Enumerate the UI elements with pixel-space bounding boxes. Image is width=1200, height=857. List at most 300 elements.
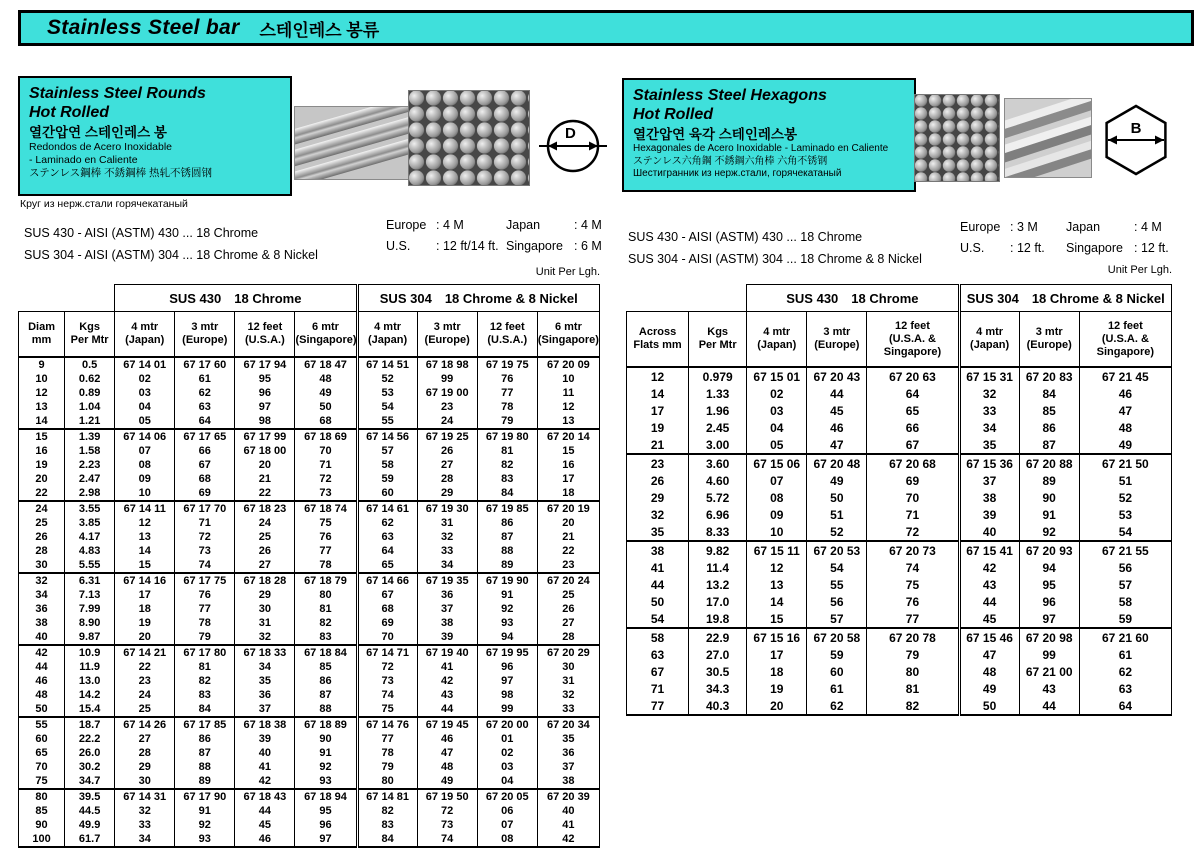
- table-cell: 66: [175, 444, 235, 458]
- column-header: 12 feet (U.S.A.): [235, 312, 295, 358]
- table-cell: 66: [867, 419, 959, 436]
- table-cell: 9.82: [689, 541, 747, 559]
- table-cell: 44: [1019, 697, 1079, 715]
- column-header: 3 mtr (Europe): [1019, 312, 1079, 368]
- table-row: [19, 760, 600, 774]
- table-cell: 74: [175, 558, 235, 573]
- table-cell: 48: [295, 372, 357, 386]
- table-cell: 52: [357, 372, 417, 386]
- table-cell: 55: [19, 717, 65, 732]
- table-cell: 40: [537, 804, 599, 818]
- table-cell: 08: [747, 489, 807, 506]
- length-row: Singapore : 6 M: [506, 239, 602, 253]
- table-cell: 4.83: [65, 544, 115, 558]
- table-cell: 97: [477, 674, 537, 688]
- table-cell: 67 20 53: [807, 541, 867, 559]
- column-header: 4 mtr (Japan): [959, 312, 1019, 368]
- table-cell: 45: [235, 818, 295, 832]
- table-row: [627, 385, 1172, 402]
- table-cell: 22.9: [689, 628, 747, 646]
- table-cell: 41: [627, 559, 689, 576]
- hexagons-table: [626, 284, 1172, 716]
- table-cell: 5.55: [65, 558, 115, 573]
- table-cell: 67 20 88: [1019, 454, 1079, 472]
- table-cell: 67 15 06: [747, 454, 807, 472]
- table-cell: 75: [357, 702, 417, 717]
- table-cell: 25: [19, 516, 65, 530]
- table-cell: 42: [235, 774, 295, 789]
- table-cell: 82: [357, 804, 417, 818]
- table-cell: 18.7: [65, 717, 115, 732]
- table-cell: 05: [115, 414, 175, 429]
- table-cell: 81: [295, 602, 357, 616]
- table-cell: 89: [175, 774, 235, 789]
- table-cell: 37: [537, 760, 599, 774]
- table-cell: 67: [627, 663, 689, 680]
- rounds-unit-note: Unit Per Lgh.: [535, 266, 600, 278]
- column-header: 6 mtr (Singapore): [295, 312, 357, 358]
- diameter-label: D: [565, 125, 576, 142]
- table-cell: 67 20 09: [537, 357, 599, 372]
- table-cell: 72: [357, 660, 417, 674]
- table-cell: 81: [175, 660, 235, 674]
- diameter-diagram: [536, 110, 610, 180]
- table-cell: 83: [295, 630, 357, 645]
- table-row: [19, 702, 600, 717]
- table-cell: 29: [235, 588, 295, 602]
- table-cell: 62: [1079, 663, 1171, 680]
- table-cell: 27: [417, 458, 477, 472]
- table-cell: 72: [867, 523, 959, 541]
- table-cell: 67 18 69: [295, 429, 357, 444]
- table-cell: 28: [19, 544, 65, 558]
- table-cell: 47: [959, 646, 1019, 663]
- table-cell: 30: [537, 660, 599, 674]
- table-cell: 67 19 45: [417, 717, 477, 732]
- table-cell: 90: [1019, 489, 1079, 506]
- table-cell: 32: [115, 804, 175, 818]
- table-cell: 2.98: [65, 486, 115, 501]
- table-corner-blank: [19, 285, 115, 312]
- table-cell: 74: [867, 559, 959, 576]
- table-cell: 67 17 85: [175, 717, 235, 732]
- table-cell: 70: [295, 444, 357, 458]
- table-cell: 71: [295, 458, 357, 472]
- table-cell: 67 17 70: [175, 501, 235, 516]
- table-cell: 32: [417, 530, 477, 544]
- table-cell: 24: [235, 516, 295, 530]
- table-cell: 28: [115, 746, 175, 760]
- table-row: [627, 506, 1172, 523]
- table-cell: 30.5: [689, 663, 747, 680]
- table-cell: 95: [295, 804, 357, 818]
- table-cell: 60: [807, 663, 867, 680]
- table-cell: 33: [417, 544, 477, 558]
- table-cell: 67 18 00: [235, 444, 295, 458]
- table-cell: 1.21: [65, 414, 115, 429]
- table-cell: 58: [357, 458, 417, 472]
- table-cell: 87: [295, 688, 357, 702]
- table-cell: 93: [175, 832, 235, 847]
- table-cell: 99: [417, 372, 477, 386]
- table-cell: 73: [417, 818, 477, 832]
- table-cell: 04: [747, 419, 807, 436]
- table-cell: 22: [19, 486, 65, 501]
- table-cell: 22: [537, 544, 599, 558]
- table-cell: 72: [417, 804, 477, 818]
- table-cell: 83: [477, 472, 537, 486]
- table-cell: 29: [417, 486, 477, 501]
- rounds-title-russian: Круг из нерж.стали горячекатаный: [20, 198, 188, 210]
- table-cell: 46: [417, 732, 477, 746]
- table-cell: 35: [537, 732, 599, 746]
- table-cell: 68: [295, 414, 357, 429]
- table-cell: 54: [1079, 523, 1171, 541]
- table-cell: 26: [537, 602, 599, 616]
- table-cell: 67 19 80: [477, 429, 537, 444]
- rounds-title-spanish-2: - Laminado en Caliente: [29, 154, 138, 166]
- table-cell: 67 21 55: [1079, 541, 1171, 559]
- table-cell: 44.5: [65, 804, 115, 818]
- table-cell: 67 17 65: [175, 429, 235, 444]
- table-cell: 67 18 47: [295, 357, 357, 372]
- rounds-length-col-2: [506, 218, 602, 260]
- table-cell: 71: [867, 506, 959, 523]
- column-header: 12 feet (U.S.A. & Singapore): [867, 312, 959, 368]
- table-cell: 61: [175, 372, 235, 386]
- table-cell: 47: [417, 746, 477, 760]
- table-row: [19, 732, 600, 746]
- table-cell: 21: [537, 530, 599, 544]
- table-cell: 56: [1079, 559, 1171, 576]
- table-cell: 67 20 24: [537, 573, 599, 588]
- table-cell: 32: [235, 630, 295, 645]
- table-cell: 38: [19, 616, 65, 630]
- table-cell: 67 17 75: [175, 573, 235, 588]
- table-cell: 54: [357, 400, 417, 414]
- table-cell: 27: [115, 732, 175, 746]
- table-row: [627, 436, 1172, 454]
- table-cell: 26.0: [65, 746, 115, 760]
- table-cell: 36: [537, 746, 599, 760]
- table-cell: 30: [115, 774, 175, 789]
- length-row: Japan : 4 M: [506, 218, 602, 232]
- table-cell: 58: [627, 628, 689, 646]
- table-cell: 31: [235, 616, 295, 630]
- table-cell: 88: [175, 760, 235, 774]
- table-cell: 57: [807, 610, 867, 628]
- table-cell: 67 20 39: [537, 789, 599, 804]
- column-header: Diam mm: [19, 312, 65, 358]
- table-cell: 50: [19, 702, 65, 717]
- table-cell: 26: [235, 544, 295, 558]
- table-cell: 34.3: [689, 680, 747, 697]
- table-cell: 27: [537, 616, 599, 630]
- table-cell: 29: [627, 489, 689, 506]
- table-cell: 55: [357, 414, 417, 429]
- table-cell: 37: [959, 472, 1019, 489]
- table-cell: 75: [295, 516, 357, 530]
- table-cell: 15: [747, 610, 807, 628]
- table-cell: 63: [175, 400, 235, 414]
- table-cell: 85: [19, 804, 65, 818]
- table-cell: 38: [537, 774, 599, 789]
- table-cell: 67 20 78: [867, 628, 959, 646]
- table-cell: 55: [807, 576, 867, 593]
- table-cell: 28: [537, 630, 599, 645]
- table-cell: 19: [747, 680, 807, 697]
- table-cell: 70: [19, 760, 65, 774]
- rounds-spec-430: SUS 430 - AISI (ASTM) 430 ... 18 Chrome: [24, 226, 259, 240]
- hexagons-title: Stainless Steel Hexagons: [633, 87, 827, 104]
- table-cell: 12: [747, 559, 807, 576]
- table-cell: 1.04: [65, 400, 115, 414]
- table-cell: 67 19 95: [477, 645, 537, 660]
- table-cell: 91: [1019, 506, 1079, 523]
- grade-header: SUS 430 18 Chrome: [115, 285, 357, 312]
- table-cell: 05: [747, 436, 807, 454]
- table-cell: 67 15 16: [747, 628, 807, 646]
- table-cell: 09: [115, 472, 175, 486]
- table-cell: 22.2: [65, 732, 115, 746]
- table-cell: 74: [417, 832, 477, 847]
- table-cell: 37: [417, 602, 477, 616]
- table-cell: 07: [115, 444, 175, 458]
- table-cell: 84: [1019, 385, 1079, 402]
- table-cell: 34.7: [65, 774, 115, 789]
- table-cell: 67 14 56: [357, 429, 417, 444]
- length-label: Japan: [506, 218, 541, 232]
- table-cell: 16: [19, 444, 65, 458]
- table-cell: 41: [235, 760, 295, 774]
- table-cell: 03: [747, 402, 807, 419]
- table-cell: 76: [867, 593, 959, 610]
- table-cell: 86: [1019, 419, 1079, 436]
- table-cell: 45: [959, 610, 1019, 628]
- table-cell: 18: [747, 663, 807, 680]
- table-row: [19, 789, 600, 804]
- table-cell: 19: [19, 458, 65, 472]
- table-cell: 50: [807, 489, 867, 506]
- table-cell: 41: [417, 660, 477, 674]
- table-cell: 35: [959, 436, 1019, 454]
- table-cell: 42: [19, 645, 65, 660]
- table-cell: 67 20 43: [807, 367, 867, 385]
- table-cell: 44: [235, 804, 295, 818]
- table-cell: 64: [1079, 697, 1171, 715]
- length-value: 3 M: [1016, 220, 1038, 234]
- table-cell: 26: [627, 472, 689, 489]
- table-cell: 39.5: [65, 789, 115, 804]
- table-cell: 0.62: [65, 372, 115, 386]
- table-cell: 51: [1079, 472, 1171, 489]
- table-cell: 67 20 68: [867, 454, 959, 472]
- table-cell: 80: [357, 774, 417, 789]
- table-cell: 96: [1019, 593, 1079, 610]
- table-cell: 88: [477, 544, 537, 558]
- table-cell: 30: [235, 602, 295, 616]
- table-cell: 15: [19, 429, 65, 444]
- table-cell: 14: [747, 593, 807, 610]
- table-cell: 67 14 26: [115, 717, 175, 732]
- table-cell: 49: [1079, 436, 1171, 454]
- table-cell: 72: [175, 530, 235, 544]
- table-cell: 77: [295, 544, 357, 558]
- table-cell: 99: [477, 702, 537, 717]
- length-row: Europe : 3 M: [960, 220, 1038, 234]
- table-cell: 69: [175, 486, 235, 501]
- table-cell: 02: [477, 746, 537, 760]
- column-header: 12 feet (U.S.A. & Singapore): [1079, 312, 1171, 368]
- hexagons-spec-430: SUS 430 - AISI (ASTM) 430 ... 18 Chrome: [628, 230, 863, 244]
- table-row: [627, 472, 1172, 489]
- table-cell: 90: [19, 818, 65, 832]
- table-cell: 87: [175, 746, 235, 760]
- table-cell: 42: [959, 559, 1019, 576]
- table-cell: 33: [537, 702, 599, 717]
- table-row: [19, 645, 600, 660]
- table-cell: 94: [477, 630, 537, 645]
- table-cell: 43: [959, 576, 1019, 593]
- table-cell: 74: [357, 688, 417, 702]
- table-cell: 48: [959, 663, 1019, 680]
- table-cell: 50: [295, 400, 357, 414]
- table-cell: 1.96: [689, 402, 747, 419]
- table-cell: 22: [235, 486, 295, 501]
- table-cell: 10: [19, 372, 65, 386]
- table-cell: 76: [175, 588, 235, 602]
- table-cell: 46: [807, 419, 867, 436]
- table-cell: 30.2: [65, 760, 115, 774]
- table-cell: 13.2: [689, 576, 747, 593]
- table-cell: 67 19 30: [417, 501, 477, 516]
- table-row: [19, 386, 600, 400]
- table-row: [19, 573, 600, 588]
- table-cell: 20: [537, 516, 599, 530]
- table-cell: 70: [357, 630, 417, 645]
- table-cell: 84: [477, 486, 537, 501]
- table-row: [627, 593, 1172, 610]
- table-cell: 60: [357, 486, 417, 501]
- table-cell: 49: [295, 386, 357, 400]
- table-cell: 96: [235, 386, 295, 400]
- table-cell: 46: [19, 674, 65, 688]
- table-cell: 2.45: [689, 419, 747, 436]
- table-row: [19, 818, 600, 832]
- table-cell: 59: [357, 472, 417, 486]
- table-cell: 67 14 66: [357, 573, 417, 588]
- table-row: [19, 616, 600, 630]
- table-cell: 13.0: [65, 674, 115, 688]
- table-cell: 17: [537, 472, 599, 486]
- table-cell: 49: [807, 472, 867, 489]
- length-label: U.S.: [386, 239, 411, 253]
- table-cell: 67 20 14: [537, 429, 599, 444]
- table-cell: 86: [175, 732, 235, 746]
- length-value: 12 ft.: [1016, 241, 1045, 255]
- table-cell: 20: [235, 458, 295, 472]
- table-cell: 80: [295, 588, 357, 602]
- table-cell: 71: [175, 516, 235, 530]
- table-row: [19, 602, 600, 616]
- table-row: [19, 486, 600, 501]
- table-cell: 47: [1079, 402, 1171, 419]
- table-cell: 85: [1019, 402, 1079, 419]
- table-cell: 7.13: [65, 588, 115, 602]
- table-cell: 9: [19, 357, 65, 372]
- table-cell: 97: [1019, 610, 1079, 628]
- length-row: Singapore : 12 ft.: [1066, 241, 1169, 255]
- table-cell: 58: [1079, 593, 1171, 610]
- table-cell: 67 14 11: [115, 501, 175, 516]
- column-header: 6 mtr (Singapore): [537, 312, 599, 358]
- table-cell: 23: [417, 400, 477, 414]
- table-cell: 67 18 28: [235, 573, 295, 588]
- length-value: 12 ft.: [1140, 241, 1169, 255]
- table-row: [627, 610, 1172, 628]
- table-cell: 91: [175, 804, 235, 818]
- table-cell: 40: [235, 746, 295, 760]
- table-cell: 50: [627, 593, 689, 610]
- table-cell: 38: [959, 489, 1019, 506]
- table-cell: 30: [19, 558, 65, 573]
- table-cell: 3.00: [689, 436, 747, 454]
- table-cell: 86: [295, 674, 357, 688]
- table-cell: 94: [1019, 559, 1079, 576]
- hexagons-title-korean: 열간압연 육각 스테인레스봉: [633, 127, 797, 142]
- table-cell: 0.89: [65, 386, 115, 400]
- table-cell: 04: [115, 400, 175, 414]
- table-row: [19, 774, 600, 789]
- table-cell: 67: [867, 436, 959, 454]
- table-cell: 4.17: [65, 530, 115, 544]
- table-cell: 92: [477, 602, 537, 616]
- table-cell: 08: [477, 832, 537, 847]
- table-cell: 67 18 89: [295, 717, 357, 732]
- table-cell: 47: [807, 436, 867, 454]
- table-cell: 64: [867, 385, 959, 402]
- table-cell: 67 20 48: [807, 454, 867, 472]
- table-row: [19, 630, 600, 645]
- table-cell: 73: [295, 486, 357, 501]
- table-cell: 97: [295, 832, 357, 847]
- hexagons-length-col-2: [1066, 220, 1169, 262]
- rounds-info-box: [18, 76, 292, 196]
- table-cell: 80: [19, 789, 65, 804]
- table-cell: 64: [357, 544, 417, 558]
- table-cell: 68: [175, 472, 235, 486]
- table-cell: 70: [867, 489, 959, 506]
- table-cell: 14: [19, 414, 65, 429]
- table-cell: 32: [537, 688, 599, 702]
- table-cell: 84: [357, 832, 417, 847]
- table-cell: 13: [747, 576, 807, 593]
- hexagons-unit-note: Unit Per Lgh.: [1107, 264, 1172, 276]
- table-cell: 59: [1079, 610, 1171, 628]
- length-label: Japan: [1066, 220, 1101, 234]
- table-cell: 67 15 01: [747, 367, 807, 385]
- table-row: [19, 544, 600, 558]
- table-cell: 29: [115, 760, 175, 774]
- table-cell: 67 15 41: [959, 541, 1019, 559]
- table-cell: 67: [175, 458, 235, 472]
- table-cell: 62: [175, 386, 235, 400]
- grade-header: SUS 430 18 Chrome: [747, 285, 959, 312]
- table-cell: 67 15 11: [747, 541, 807, 559]
- table-cell: 34: [115, 832, 175, 847]
- hexagons-title-cjk: ステンレス六角鋼 不銹鋼六角棒 六角不锈钢: [633, 155, 828, 167]
- grade-header: SUS 304 18 Chrome & 8 Nickel: [959, 285, 1171, 312]
